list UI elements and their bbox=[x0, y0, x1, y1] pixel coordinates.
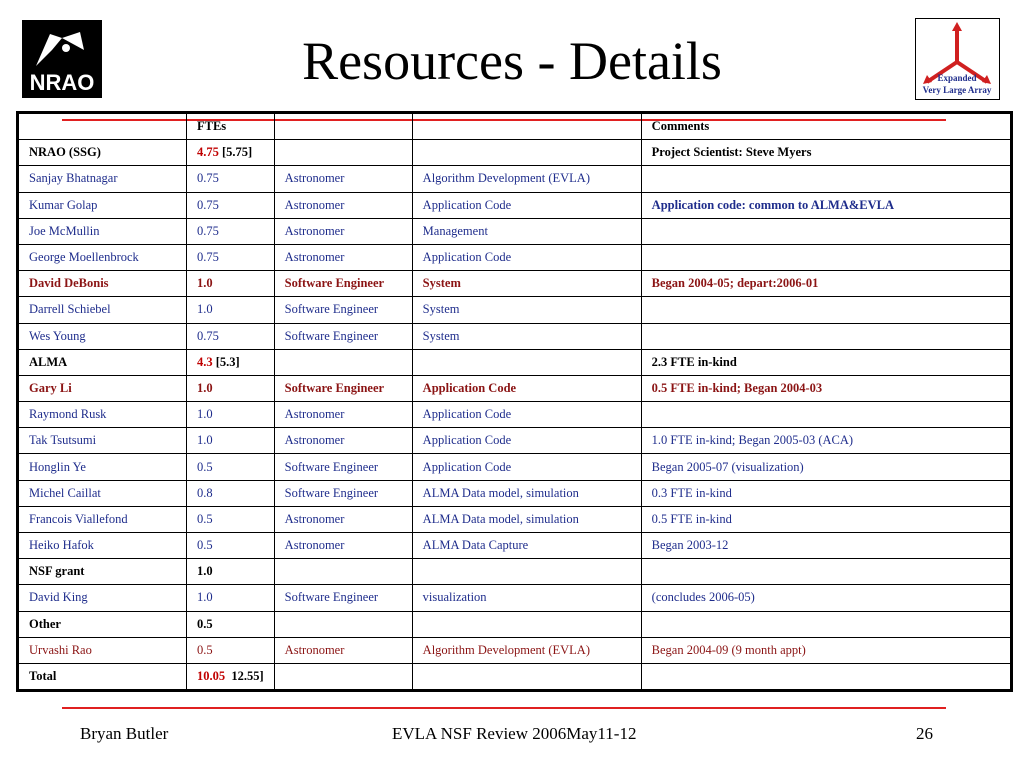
nrao-logo-text: NRAO bbox=[29, 70, 95, 95]
table-row: Joe McMullin 0.75 Astronomer Management bbox=[18, 218, 1012, 244]
slide-title: Resources - Details bbox=[302, 31, 722, 91]
table-row: Francois Viallefond 0.5 Astronomer ALMA Data model, simulation 0.5 FTE in-kind bbox=[18, 506, 1012, 532]
header-cell bbox=[274, 113, 412, 140]
table-row: David King 1.0 Software Engineer visualization (concludes 2006-05) bbox=[18, 585, 1012, 611]
header-cell-comments: Comments bbox=[641, 113, 1011, 140]
group-name: NRAO (SSG) bbox=[18, 140, 187, 166]
group-fte: 10.05 12.55] bbox=[187, 663, 275, 690]
table-header-row bbox=[18, 113, 1012, 140]
evla-logo-line1: Expanded bbox=[937, 73, 977, 83]
table-row: Sanjay Bhatnagar 0.75 Astronomer Algorithm Development (EVLA) bbox=[18, 166, 1012, 192]
table-row: Kumar Golap 0.75 Astronomer Application Code Application code: common to ALMA&EVLA bbox=[18, 192, 1012, 218]
group-comment bbox=[641, 663, 1011, 690]
table-row: Darrell Schiebel 1.0 Software Engineer System bbox=[18, 297, 1012, 323]
bottom-accent-line bbox=[62, 707, 946, 709]
group-comment bbox=[641, 611, 1011, 637]
table-row: Honglin Ye 0.5 Software Engineer Application Code Began 2005-07 (visualization) bbox=[18, 454, 1012, 480]
group-name: Other bbox=[18, 611, 187, 637]
header-cell bbox=[18, 113, 187, 140]
group-fte: 1.0 bbox=[187, 559, 275, 585]
table-row: Michel Caillat 0.8 Software Engineer ALMA Data model, simulation 0.3 FTE in-kind bbox=[18, 480, 1012, 506]
table-row: Tak Tsutsumi 1.0 Astronomer Application Code 1.0 FTE in-kind; Began 2005-03 (ACA) bbox=[18, 428, 1012, 454]
group-name: NSF grant bbox=[18, 559, 187, 585]
table-row: Raymond Rusk 1.0 Astronomer Application Code bbox=[18, 402, 1012, 428]
header-cell-ftes: FTEs bbox=[187, 113, 275, 140]
group-fte: 0.5 bbox=[187, 611, 275, 637]
resources-table bbox=[16, 111, 1013, 692]
footer-author: Bryan Butler bbox=[80, 724, 169, 743]
table-row: Urvashi Rao 0.5 Astronomer Algorithm Development (EVLA) Began 2004-09 (9 month appt) bbox=[18, 637, 1012, 663]
table-row: Heiko Hafok 0.5 Astronomer ALMA Data Capture Began 2003-12 bbox=[18, 533, 1012, 559]
group-row-total bbox=[18, 663, 1012, 690]
footer-event: EVLA NSF Review 2006May11-12 bbox=[392, 724, 637, 743]
table-row: David DeBonis 1.0 Software Engineer System Began 2004-05; depart:2006-01 bbox=[18, 271, 1012, 297]
group-name: ALMA bbox=[18, 349, 187, 375]
group-comment: Project Scientist: Steve Myers bbox=[641, 140, 1011, 166]
group-comment bbox=[641, 559, 1011, 585]
group-row-nsf-grant bbox=[18, 559, 1012, 585]
evla-logo bbox=[915, 18, 1000, 100]
group-row-other bbox=[18, 611, 1012, 637]
group-fte: 4.75 [5.75] bbox=[187, 140, 275, 166]
table-row: George Moellenbrock 0.75 Astronomer Application Code bbox=[18, 244, 1012, 270]
group-name: Total bbox=[18, 663, 187, 690]
evla-logo-line2: Very Large Array bbox=[922, 85, 992, 95]
nrao-logo bbox=[22, 20, 102, 98]
group-fte: 4.3 [5.3] bbox=[187, 349, 275, 375]
group-row-nrao bbox=[18, 140, 1012, 166]
table-row: Wes Young 0.75 Software Engineer System bbox=[18, 323, 1012, 349]
table-row: Gary Li 1.0 Software Engineer Application Code 0.5 FTE in-kind; Began 2004-03 bbox=[18, 375, 1012, 401]
footer-page-number: 26 bbox=[916, 724, 933, 743]
group-comment: 2.3 FTE in-kind bbox=[641, 349, 1011, 375]
group-row-alma bbox=[18, 349, 1012, 375]
header-cell bbox=[412, 113, 641, 140]
